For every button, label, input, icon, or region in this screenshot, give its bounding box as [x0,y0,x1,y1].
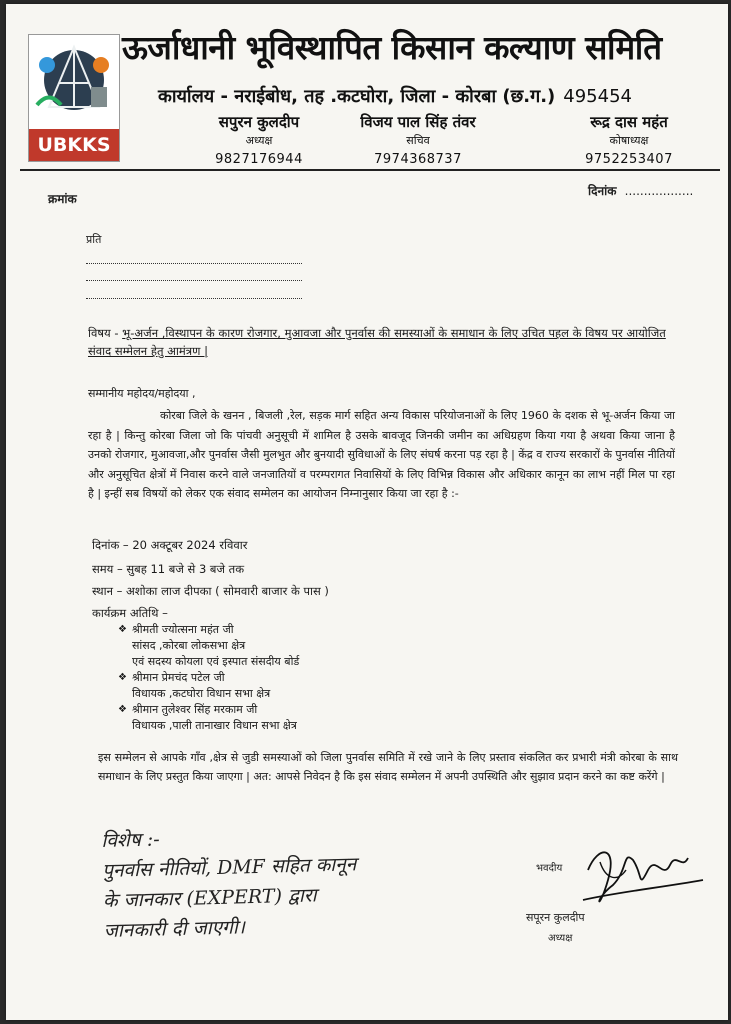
subject-text: भू-अर्जन ,विस्थापन के कारण रोजगार, मुआवजा और पुनर्वास की समस्याओं के समाधान के लिए उचित पहल के विषय पर आयोजित संवाद सम्मेलन हेतु आमंत्रण | [88,326,666,358]
officer-name: विजय पाल सिंह तंवर [360,113,476,131]
logo-abbreviation: UBKKS [29,129,119,161]
officer-phone: 9752253407 [585,152,673,167]
handwritten-note [101,817,464,946]
guest-item [106,702,506,734]
officer-phone: 9827176944 [215,152,303,167]
guest-list [106,622,506,734]
organization-name: ऊर्जाधानी भूविस्थापित किसान कल्याण समिति [122,28,662,67]
officer-phone: 7974368737 [374,152,462,167]
recipient-line-1 [86,262,302,264]
handwritten-line: विशेष :- [101,828,160,852]
signature-block [526,840,716,950]
officer-name: रूद्र दास महंत [590,113,668,131]
guest-role: सांसद ,कोरबा लोकसभा क्षेत्र [132,639,246,652]
officer-designation: सचिव [406,134,430,147]
diamond-bullet-icon: ❖ [118,672,127,683]
guests-label: कार्यक्रम अतिथि – [92,606,168,620]
date-blank: .................. [624,184,694,198]
event-date: दिनांक – 20 अक्टूबर 2024 रविवार [92,538,248,552]
handwritten-line: पुनर्वास नीतियों, DMF सहित कानून [101,853,357,882]
closing-word: भवदीय [536,863,563,874]
office-address-text: कार्यालय - नराईबोध, तह .कटघोरा, जिला - कोरबा (छ.ग.) [158,86,556,107]
officer-treasurer [564,112,694,167]
guest-role: विधायक ,कटघोरा विधान सभा क्षेत्र [132,687,271,700]
pincode: 495454 [563,86,632,107]
guest-item [106,670,506,702]
guest-name: श्रीमती ज्योत्सना महंत जी [132,623,234,636]
date-field [588,182,693,199]
signatory-name: सपूरन कुलदीप [526,911,585,924]
recipient-line-2 [86,279,302,281]
guest-role: एवं सदस्य कोयला एवं इस्पात संसदीय बोर्ड [132,655,300,668]
recipient-line-3 [86,297,302,299]
salutation: सम्मानीय महोदय/महोदया , [88,387,196,400]
guest-name: श्रीमान प्रेमचंद पटेल जी [132,671,225,684]
officer-designation: कोषाध्यक्ष [609,134,649,147]
signatory-designation: अध्यक्ष [548,933,573,944]
handwritten-line: के जानकार (EXPERT) द्वारा [102,884,317,912]
guest-role: विधायक ,पाली तानाखार विधान सभा क्षेत्र [132,719,297,732]
subject-line [88,324,673,360]
closing-paragraph: इस सम्मेलन से आपके गाँव ,क्षेत्र से जुडी समस्याओं को जिला पुनर्वास समिति में रखे जाने के लिए प्रस्ताव संकलित कर प्रभारी मंत्री कोरबा के साथ समाधान के लिए प्रस्तुत किया जाएगा | अत: आपसे निवेदन है कि इस संवाद सम्मेलन में अपनी उपस्थिति और सुझाव प्रदान करने का कष्ट करेंगे | [98,751,678,783]
officer-president [194,112,324,167]
date-label: दिनांक [588,184,617,198]
header-divider [20,169,720,171]
body-paragraph: कोरबा जिले के खनन , बिजली ,रेल, सड़क मार्ग सहित अन्य विकास परियोजनाओं के लिए 1960 के दशक से भू-अर्जन किया जा रहा है | किन्तु कोरबा जिला जो कि पांचवी अनुसूची में शामिल है उसके बावजूद जिनकी जमीन का अधिग्रहण किया गया है अथवा किया जाना है उनको रोजगार, मुआवजा,और पुनर्वास जैसी मुलभुत और बुनयादी सुविधाओं के लिए संघर्ष करना पड़ रहा है | केंद्र व राज्य सरकारों के पुनर्वास नीतियों और अनुसूचित क्षेत्रों में निवास करने वाले जनजातियों व परम्परागत निवासियों के लिए विभिन्न विकास और अधिकार कानून का लाभ नहीं मिल पा रहा है | इन्हीं सब विषयों को लेकर एक संवाद सम्मेलन का आयोजन निम्नानुसार किया जा रहा है :- [88,409,675,500]
diamond-bullet-icon: ❖ [118,704,127,715]
event-venue: स्थान – अशोका लाज दीपका ( सोमवारी बाजार के पास ) [92,584,329,598]
reference-label: क्रमांक [48,192,77,206]
guest-item [106,622,506,670]
letter-page [6,4,728,1020]
office-address [158,84,718,108]
diamond-bullet-icon: ❖ [118,624,127,635]
recipient-label: प्रति [86,233,102,246]
handwritten-line: जानकारी दी जाएगी। [103,916,246,942]
officer-name: सपुरन कुलदीप [218,113,300,131]
org-logo [28,34,120,162]
logo-artwork [29,35,119,125]
officer-designation: अध्यक्ष [245,134,273,147]
event-time: समय – सुबह 11 बजे से 3 बजे तक [92,562,245,576]
guest-name: श्रीमान तुलेश्वर सिंह मरकाम जी [132,703,258,716]
subject-label: विषय - [88,326,119,340]
officer-secretary [328,112,508,167]
signature-scribble [578,840,708,910]
